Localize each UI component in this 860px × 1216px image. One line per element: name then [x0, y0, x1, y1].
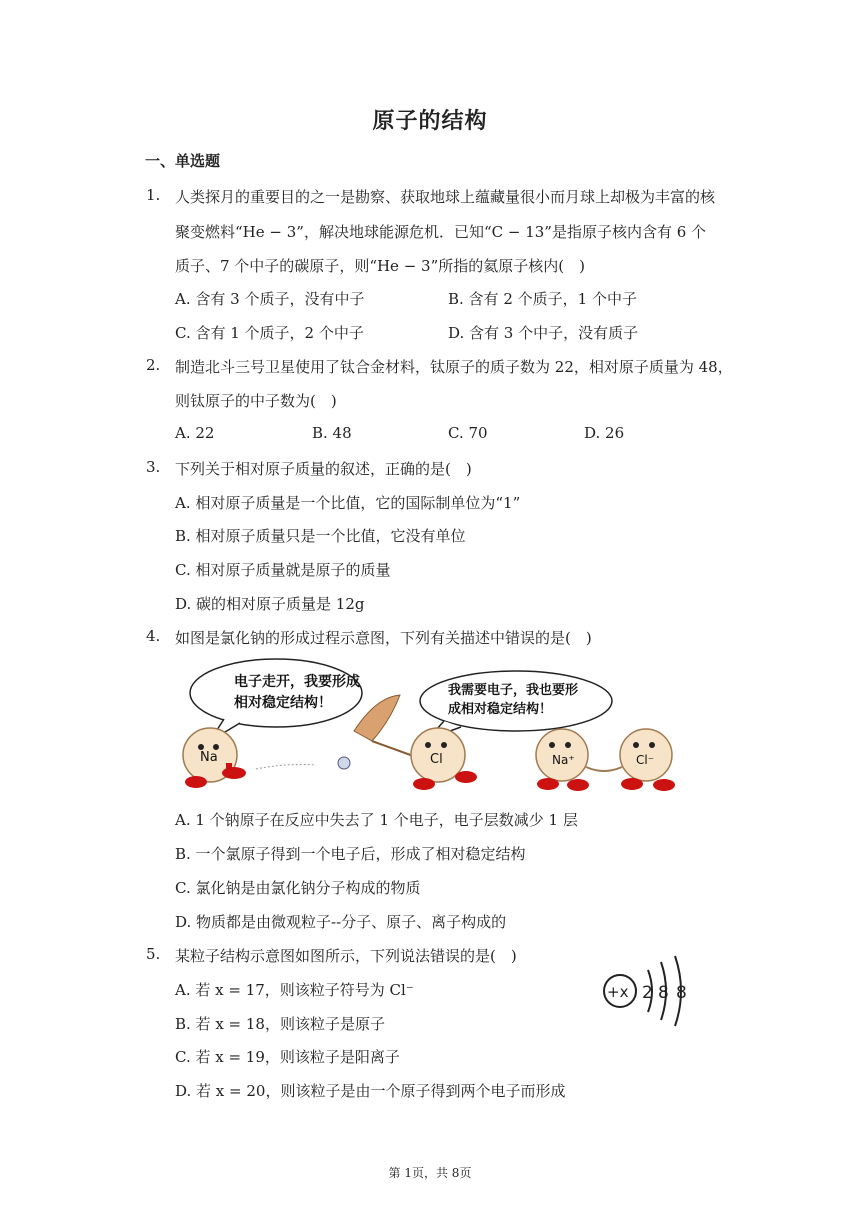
- electron-character: [338, 757, 350, 769]
- bubble-1-text: 电子走开，我要形成: [234, 674, 360, 690]
- question-1-line: 聚变燃料“He − 3”，解决地球能源危机．已知“C − 13”是指原子核内含有 6 个: [175, 223, 707, 241]
- shell-electron-count: 8: [658, 983, 669, 1003]
- question-2-option-a: A. 22: [175, 424, 215, 442]
- speech-bubble-2: [420, 671, 612, 731]
- question-3-option-c: C. 相对原子质量就是原子的质量: [175, 561, 391, 579]
- bubble-1-text: 相对稳定结构！: [234, 695, 332, 711]
- bubble-2-text: 成相对稳定结构！: [448, 702, 553, 717]
- question-5-line: 某粒子结构示意图如图所示，下列说法错误的是( ): [175, 947, 517, 965]
- question-4-option-b: B. 一个氯原子得到一个电子后，形成了相对稳定结构: [175, 845, 526, 863]
- nucleus-label: +x: [607, 983, 629, 1001]
- question-5-option-c: C. 若 x = 19，则该粒子是阳离子: [175, 1048, 400, 1066]
- question-4-option-d: D. 物质都是由微观粒子--分子、原子、离子构成的: [175, 913, 507, 931]
- sodium-chloride-figure: [176, 657, 688, 803]
- question-3-option-d: D. 碳的相对原子质量是 12g: [175, 595, 365, 613]
- question-2-option-d: D. 26: [584, 424, 625, 442]
- svg-text:Cl⁻: Cl⁻: [636, 753, 655, 767]
- question-5-number: 5.: [146, 945, 161, 963]
- holding-hands: [586, 767, 622, 771]
- speech-bubble-1: [190, 659, 362, 727]
- question-4-number: 4.: [146, 627, 161, 645]
- question-2-option-b: B. 48: [312, 424, 352, 442]
- question-1-number: 1.: [146, 186, 161, 204]
- question-1-line: 质子、7 个中子的碳原子，则“He − 3”所指的氦原子核内( ): [175, 257, 585, 275]
- page-title: 原子的结构: [372, 108, 488, 134]
- question-3-line: 下列关于相对原子质量的叙述，正确的是( ): [175, 460, 472, 478]
- shell-electron-count: 2: [642, 983, 653, 1003]
- bubble-2-text: 我需要电子，我也要形: [448, 683, 579, 698]
- shell-electron-count: 8: [676, 983, 687, 1003]
- chloride-ion-character: [620, 729, 675, 791]
- electron-trail: [256, 765, 316, 770]
- section-heading: 一、单选题: [145, 152, 221, 170]
- chlorine-atom-character: [411, 728, 477, 790]
- question-1-option-b: B. 含有 2 个质子，1 个中子: [448, 290, 637, 308]
- question-5-option-a: A. 若 x = 17，则该粒子符号为 Cl⁻: [175, 981, 414, 999]
- question-3-number: 3.: [146, 458, 161, 476]
- question-3-option-a: A. 相对原子质量是一个比值，它的国际制单位为“1”: [175, 494, 521, 512]
- question-5-option-d: D. 若 x = 20，则该粒子是由一个原子得到两个电子而形成: [175, 1082, 566, 1100]
- question-1-line: 人类探月的重要目的之一是勘察、获取地球上蕴藏量很小而月球上却极为丰富的核: [175, 188, 716, 206]
- question-2-line: 制造北斗三号卫星使用了钛合金材料，钛原子的质子数为 22，相对原子质量为 48，: [175, 358, 733, 376]
- question-1-option-c: C. 含有 1 个质子，2 个中子: [175, 324, 364, 342]
- particle-structure-diagram: [598, 954, 698, 1028]
- svg-text:Na⁺: Na⁺: [552, 753, 575, 767]
- question-1-option-d: D. 含有 3 个中子，没有质子: [448, 324, 639, 342]
- question-1-option-a: A. 含有 3 个质子，没有中子: [175, 290, 365, 308]
- page-footer: 第 1页，共 8页: [388, 1166, 472, 1180]
- question-2-option-c: C. 70: [448, 424, 488, 442]
- butterfly-net: [354, 695, 416, 757]
- question-2-line: 则钛原子的中子数为( ): [175, 392, 337, 410]
- question-5-option-b: B. 若 x = 18，则该粒子是原子: [175, 1015, 385, 1033]
- question-4-option-c: C. 氯化钠是由氯化钠分子构成的物质: [175, 879, 421, 897]
- question-2-number: 2.: [146, 356, 161, 374]
- question-3-option-b: B. 相对原子质量只是一个比值，它没有单位: [175, 527, 466, 545]
- question-4-line: 如图是氯化钠的形成过程示意图，下列有关描述中错误的是( ): [175, 629, 592, 647]
- sodium-ion-character: [536, 729, 589, 791]
- question-4-option-a: A. 1 个钠原子在反应中失去了 1 个电子，电子层数减少 1 层: [175, 811, 578, 829]
- sodium-atom-character: [183, 728, 246, 788]
- svg-text:Cl: Cl: [430, 752, 443, 767]
- svg-text:Na: Na: [200, 750, 218, 765]
